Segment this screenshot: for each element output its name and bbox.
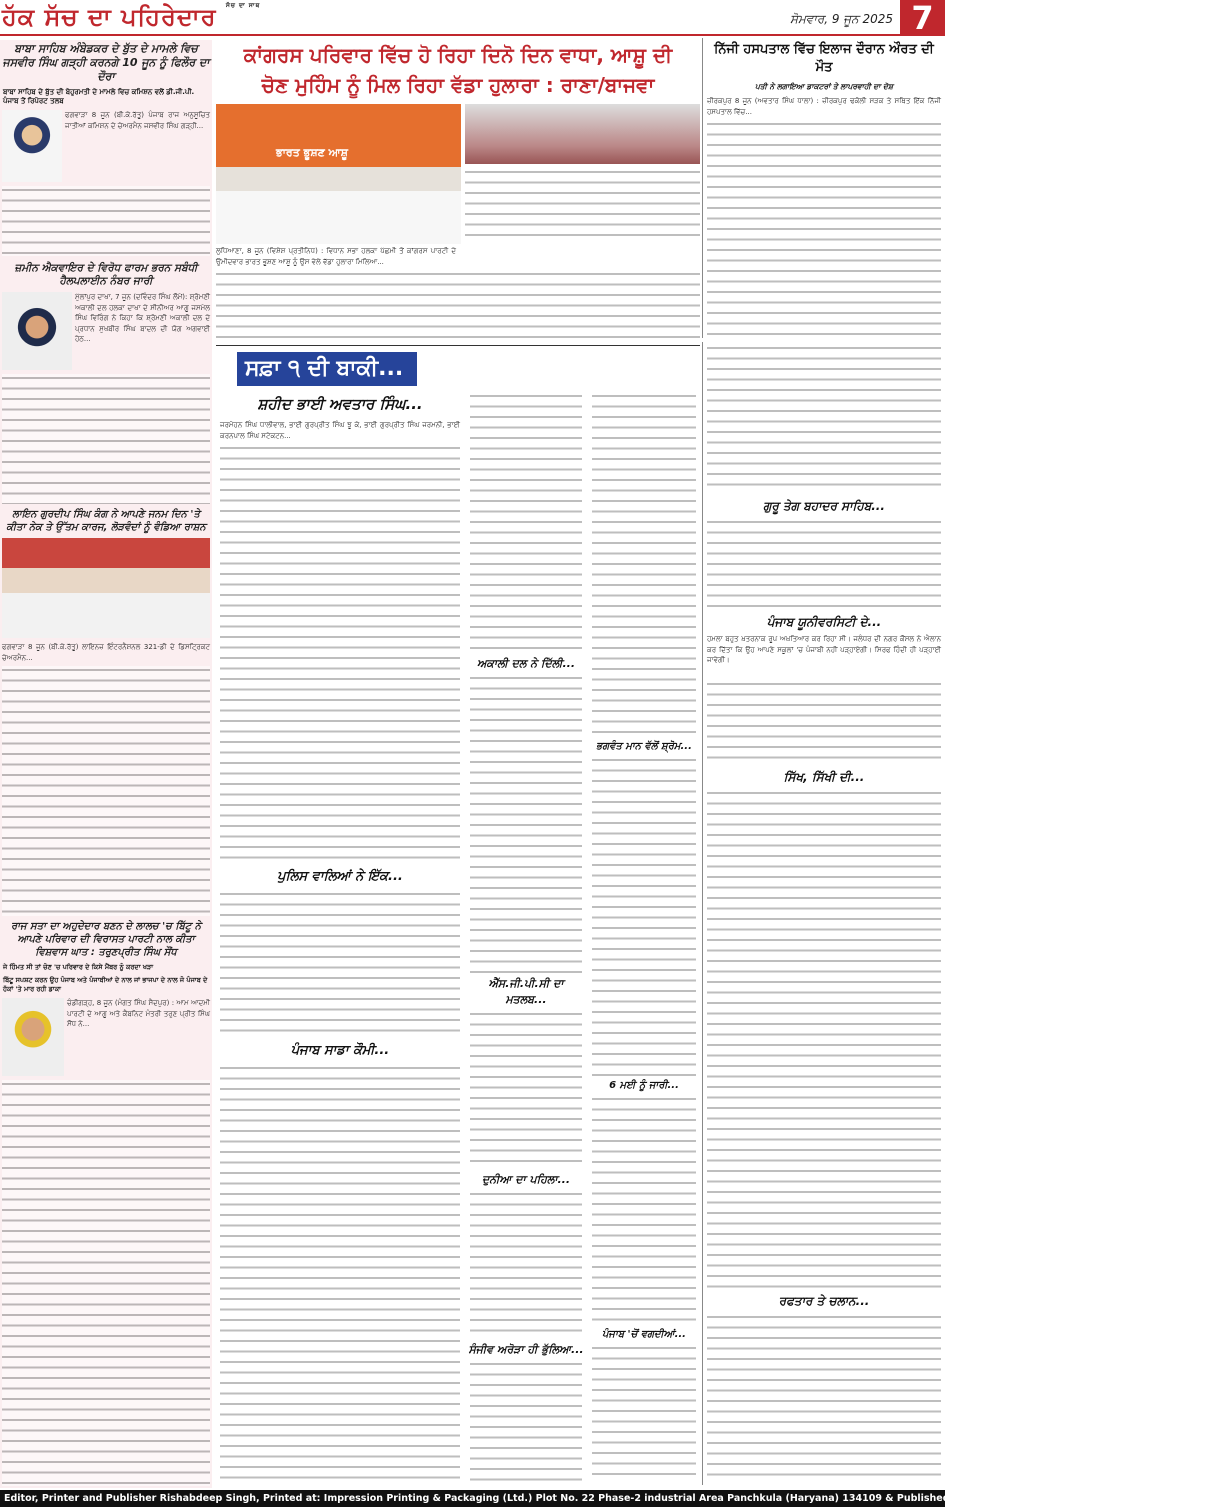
story2-body: ਮੁੱਲਾਂਪੁਰ ਦਾਖਾ, 7 ਜੂਨ (ਦਵਿੰਦਰ ਸਿੰਘ ਲੌਮੇਂ): ਸ਼੍ਰੋਮਣੀ ਅਕਾਲੀ ਦਲ ਹਲਕਾ ਦਾਖਾ ਦੇ ਸੀਨੀਅਰ ਆਗੂ ਜਸਮੇਲ ਸਿੰਘ ਵਿਰਿੰਗ ਨੇ ਕਿਹਾ ਕਿ ਸ਼੍ਰੋਮਣੀ ਅਕਾਲੀ ਦਲ ਦੇ ਪ੍ਰਧਾਨ ਸੁਖਬੀਰ ਸਿੰਘ ਬਾਦਲ ਦੀ ਯੋਗ ਅਗਵਾਈ ਹੇਠ... [75, 293, 210, 343]
story4-text [2, 1080, 210, 1486]
section-heading: ਅਕਾਲੀ ਦਲ ਨੇ ਦਿੱਲੀ... [476, 657, 576, 670]
story4-bullet1: ਜੇ ਹਿੰਮਤ ਸੀ ਤਾਂ ਚੋਣ 'ਚ ਪਰਿਵਾਰ ਦੇ ਕਿਸੇ ਮੈਂਬਰ ਨੂੰ ਕਰਦਾ ਖੜਾ [3, 963, 154, 971]
story1-photo [2, 110, 62, 182]
page-number: 7 [900, 0, 945, 36]
section-heading: ਸ਼ਹੀਦ ਭਾਈ ਅਵਤਾਰ ਸਿੰਘ... [257, 395, 423, 413]
section-heading: ਭਗਵੰਤ ਮਾਨ ਵੱਲੋਂ ਸ਼੍ਰੋਮ... [596, 741, 692, 752]
section-heading: 6 ਮਈ ਨੂੰ ਜਾਰੀ... [609, 1080, 679, 1091]
story2-headline: ਜ਼ਮੀਨ ਐਕਵਾਇਰ ਦੇ ਵਿਰੋਧ ਫਾਰਮ ਭਰਨ ਸਬੰਧੀ ਹੈਲਪਲਾਈਨ ਨੰਬਰ ਜਾਰੀ [14, 262, 198, 287]
section-text [470, 392, 582, 654]
section-heading: ਐੱਸ.ਜੀ.ਪੀ.ਸੀ ਦਾ ਮਤਲਬ... [488, 977, 564, 1006]
story3-photo [2, 538, 210, 638]
story3-body: ਫਗਵਾੜਾ 8 ਜੂਨ (ਬੀ.ਕੇ.ਰੱਤੂ) ਲਾਇਨਜ਼ ਇੰਟਰਨੈਸ਼ਨਲ 321-ਡੀ ਦੇ ਡਿਸਟ੍ਰਿਕਟ ਚੇਅਰਮੈਨ... [2, 643, 210, 662]
left-column [0, 40, 212, 1488]
right-story1 [702, 38, 945, 338]
right-text [707, 680, 941, 765]
right-story1-text [707, 120, 941, 336]
section-text [470, 1190, 582, 1340]
story4-photo [2, 998, 64, 1076]
story4-headline: ਰਾਜ ਸਤਾ ਦਾ ਅਹੁਦੇਦਾਰ ਬਣਨ ਦੇ ਲਾਲਚ 'ਚ ਬਿੱਟੂ ਨੇ ਆਪਣੇ ਪਰਿਵਾਰ ਦੀ ਵਿਰਾਸਤ ਪਾਰਟੀ ਨਾਲ ਕੀਤਾ ਵਿਸ਼ਵਾਸ ਘਾਤ : ਤਰੁਣਪ੍ਰੀਤ ਸਿੰਘ ਸੌਂਧ [10, 921, 202, 958]
right-section-heading: ਰਫਤਾਰ ਤੇ ਚਲਾਨ... [778, 1294, 870, 1308]
story1-headline: ਬਾਬਾ ਸਾਹਿਬ ਅੰਬੇਡਕਰ ਦੇ ਬੁੱਤ ਦੇ ਮਾਮਲੇ ਵਿਚ ਜਸਵੀਰ ਸਿੰਘ ਗੜ੍ਹੀ ਕਰਨਗੇ 10 ਜੂਨ ਨੂੰ ਫਿਲੌਰ ਦਾ ਦੌਰਾ [2, 42, 210, 83]
right-story1-subhead: ਪਤੀ ਨੇ ਲਗਾਇਆ ਡਾਕਟਰਾਂ ਤੇ ਲਾਪਰਵਾਹੀ ਦਾ ਦੋਸ਼ [755, 82, 893, 91]
section-heading: ਪੁਲਿਸ ਵਾਲਿਆਂ ਨੇ ਇੱਕ... [277, 869, 403, 884]
story4-bullet2: ਬਿੱਟੂ ਸਪਸ਼ਟ ਕਰਨ ਉਹ ਪੰਜਾਬ ਅਤੇ ਪੰਜਾਬੀਆਂ ਦੇ ਨਾਲ ਜਾਂ ਭਾਜਪਾ ਦੇ ਨਾਲ ਜੋ ਪੰਜਾਬ ਦੇ ਹੱਕਾਂ 'ਤੇ ਮਾਰ ਰਹੀ ਡਾਕਾ [3, 976, 208, 993]
story2-photo [2, 292, 72, 370]
lead-headline-line2: ਚੋਣ ਮੁਹਿੰਮ ਨੂੰ ਮਿਲ ਰਿਹਾ ਵੱਡਾ ਹੁਲਾਰਾ : ਰਾਣਾ/ਬਾਜਵਾ [261, 73, 655, 97]
right-section-heading: ਗੁਰੂ ਤੇਗ ਬਹਾਦਰ ਸਾਹਿਬ... [763, 499, 885, 513]
section-heading: ਸੰਜੀਵ ਅਰੋੜਾ ਹੀ ਭੁੱਲਿਆ... [468, 1343, 584, 1356]
right-section-heading: ਸਿੱਖ, ਸਿੱਖੀ ਦੀ... [783, 770, 865, 784]
section-heading: ਪੰਜਾਬ ਸਾਡਾ ਕੌਮੀ... [290, 1043, 390, 1058]
section-text [470, 674, 582, 974]
center-column-2 [466, 390, 586, 1485]
center-column-1 [216, 390, 464, 1485]
section-text [220, 1064, 460, 1483]
photo-banner-text: ਭਾਰਤ ਭੂਸ਼ਣ ਆਸ਼ੂ [276, 146, 348, 159]
section-heading: ਦੁਨੀਆ ਦਾ ਪਹਿਲਾ... [481, 1173, 571, 1186]
lead-photo [216, 104, 461, 244]
story3-text [2, 666, 210, 916]
center-column-3 [588, 390, 700, 1485]
newspaper-logo [2, 2, 260, 31]
section-text [592, 1344, 696, 1483]
lead-dateline: ਲੁਧਿਆਣਾ, 8 ਜੂਨ (ਵਿਸ਼ੇਸ਼ ਪ੍ਰਤੀਨਿਧ) : ਵਿਧਾਨ ਸਭਾ ਹਲਕਾ ਪੱਛਮੀ ਤੋਂ ਕਾਂਗਰਸ ਪਾਰਟੀ ਦੇ ਉਮੀਦਵਾਰ ਭਾਰਤ ਭੂਸ਼ਣ ਆਸ਼ੂ ਨੂੰ ਉਸ ਵੇਲੇ ਵੱਡਾ ਹੁਲਾਰਾ ਮਿਲਿਆ... [216, 247, 456, 266]
story1-text [2, 186, 210, 256]
continued-banner: ਸਫ਼ਾ ੧ ਦੀ ਬਾਕੀ... [237, 352, 417, 386]
section-heading: ਪੰਜਾਬ 'ਚੋਂ ਵਗਦੀਆਂ... [601, 1329, 686, 1340]
section-text [592, 756, 696, 1076]
section-text [220, 444, 460, 864]
masthead [0, 0, 945, 36]
right-column [702, 342, 945, 1485]
section-text [470, 1010, 582, 1170]
lead-photo-inset [465, 104, 700, 164]
tagline: ਸੱਚ ਦਾ ਸਾਥ [225, 2, 261, 9]
right-section-heading: ਪੰਜਾਬ ਯੂਨੀਵਰਸਿਟੀ ਦੇ... [766, 615, 882, 629]
right-text [707, 518, 941, 610]
story4-body: ਚੰਡੀਗੜ੍ਹ, 8 ਜੂਨ (ਮੰਗਤ ਸਿੰਘ ਸੈਦਪੁਰ) : ਆਮ ਆਦਮੀ ਪਾਰਟੀ ਦੇ ਆਗੂ ਅਤੇ ਕੈਬਨਿਟ ਮੰਤਰੀ ਤਰੁਣ ਪ੍ਰੀਤ ਸਿੰਘ ਸੌਂਧ ਨੇ... [67, 999, 210, 1028]
lead-story [216, 40, 700, 340]
right-text [707, 1313, 941, 1483]
section-text [592, 1095, 696, 1325]
lead-side-text [465, 168, 700, 244]
lead-headline-line1: ਕਾਂਗਰਸ ਪਰਿਵਾਰ ਵਿੱਚ ਹੋ ਰਿਹਾ ਦਿਨੋ ਦਿਨ ਵਾਧਾ, ਆਸ਼ੂ ਦੀ [243, 43, 673, 67]
divider [216, 345, 700, 346]
issue-date: ਸੋਮਵਾਰ, 9 ਜੂਨ 2025 [789, 12, 893, 26]
section-body: ਜਰਮੋਹਨ ਸਿੰਘ ਧਾਲੀਵਾਲ, ਭਾਈ ਗੁਰਪ੍ਰੀਤ ਸਿੰਘ ਝੂ ਕੇ, ਭਾਈ ਗੁਰਪ੍ਰੀਤ ਸਿੰਘ ਜਰਮਨੀ, ਭਾਈ ਕਰਨਪਾਲ ਸਿੰਘ ਸਟੇਕਟਨ... [220, 421, 460, 440]
section-text [470, 1360, 582, 1483]
right-story1-headline: ਨਿੱਜੀ ਹਸਪਤਾਲ ਵਿੱਚ ਇਲਾਜ ਦੌਰਾਨ ਔਰਤ ਦੀ ਮੌਤ [714, 42, 934, 75]
logo-text: ਹੱਕ ਸੱਚ ਦਾ ਪਹਿਰੇਦਾਰ [2, 2, 217, 31]
story2-text [2, 374, 210, 504]
story1-body: ਫਗਵਾੜਾ 8 ਜੂਨ (ਬੀ.ਕੇ.ਰੱਤੂ) ਪੰਜਾਬ ਰਾਜ ਅਨੁਸੂਚਿਤ ਜਾਤੀਆਂ ਕਮਿਸ਼ਨ ਦੇ ਚੇਅਰਮੈਨ ਜਸਵੀਰ ਸਿੰਘ ਗੜ੍ਹੀ... [65, 111, 210, 130]
right-story1-body: ਜ਼ੀਰਕਪੁਰ 8 ਜੂਨ (ਅਵਤਾਰ ਸਿੰਘ ਧਾਲਾ) : ਜ਼ੀਰਕਪੁਰ ਢਕੋਲੀ ਸੜਕ ਤੇ ਸਥਿਤ ਇੱਕ ਨਿੱਜੀ ਹਸਪਤਾਲ ਵਿੱਚ... [707, 97, 941, 116]
story3-headline: ਲਾਇਨ ਗੁਰਦੀਪ ਸਿੰਘ ਕੰਗ ਨੇ ਆਪਣੇ ਜਨਮ ਦਿਨ 'ਤੇ ਕੀਤਾ ਨੇਕ ਤੇ ਉੱਤਮ ਕਾਰਜ, ਲੋੜਵੰਦਾਂ ਨੂੰ ਵੰਡਿਆ ਰਾਸ਼ਨ [6, 509, 206, 533]
right-quote: ਹਮਲਾ ਬਹੁਤ ਖ਼ਤਰਨਾਕ ਰੂਪ ਅਖ਼ਤਿਆਰ ਕਰ ਰਿਹਾ ਸੀ। ਜਲੰਧਰ ਦੀ ਨਗਰ ਕੌਂਸਲ ਨੇ ਐਲਾਨ ਕਰ ਦਿੱਤਾ ਕਿ ਉਹ ਆਪਣੇ ਸਕੂਲਾਂ 'ਚ ਪੰਜਾਬੀ ਨਹੀਂ ਪੜ੍ਹਾਏਗੀ। ਸਿਰਫ ਹਿੰਦੀ ਹੀ ਪੜ੍ਹਾਈ ਜਾਵੇਗੀ। [707, 635, 941, 664]
right-text [707, 344, 941, 494]
lead-body-text [216, 270, 700, 340]
footer-imprint: Editor, Printer and Publisher Rishabdeep Singh, Printed at: Impression Printing & Packaging (Ltd.) Plot No. 22 Phase-2 industrial Area Panchkula (Haryana) 134109 & Published From 3223, First Floor, Sector-35D, Chandigarh [0, 1490, 945, 1507]
story1-subhead: ਬਾਬਾ ਸਾਹਿਬ ਦੇ ਬੁੱਤ ਦੀ ਬੇਹੁਰਮਤੀ ਦੇ ਮਾਮਲੇ ਵਿਚ ਕਮਿਸ਼ਨ ਵਲੋਂ ਡੀ.ਜੀ.ਪੀ. ਪੰਜਾਬ ਤੋਂ ਰਿਪੋਰਟ ਤਲਬ [3, 88, 195, 105]
section-text [220, 890, 460, 1038]
right-text [707, 789, 941, 1289]
section-text [592, 392, 696, 737]
